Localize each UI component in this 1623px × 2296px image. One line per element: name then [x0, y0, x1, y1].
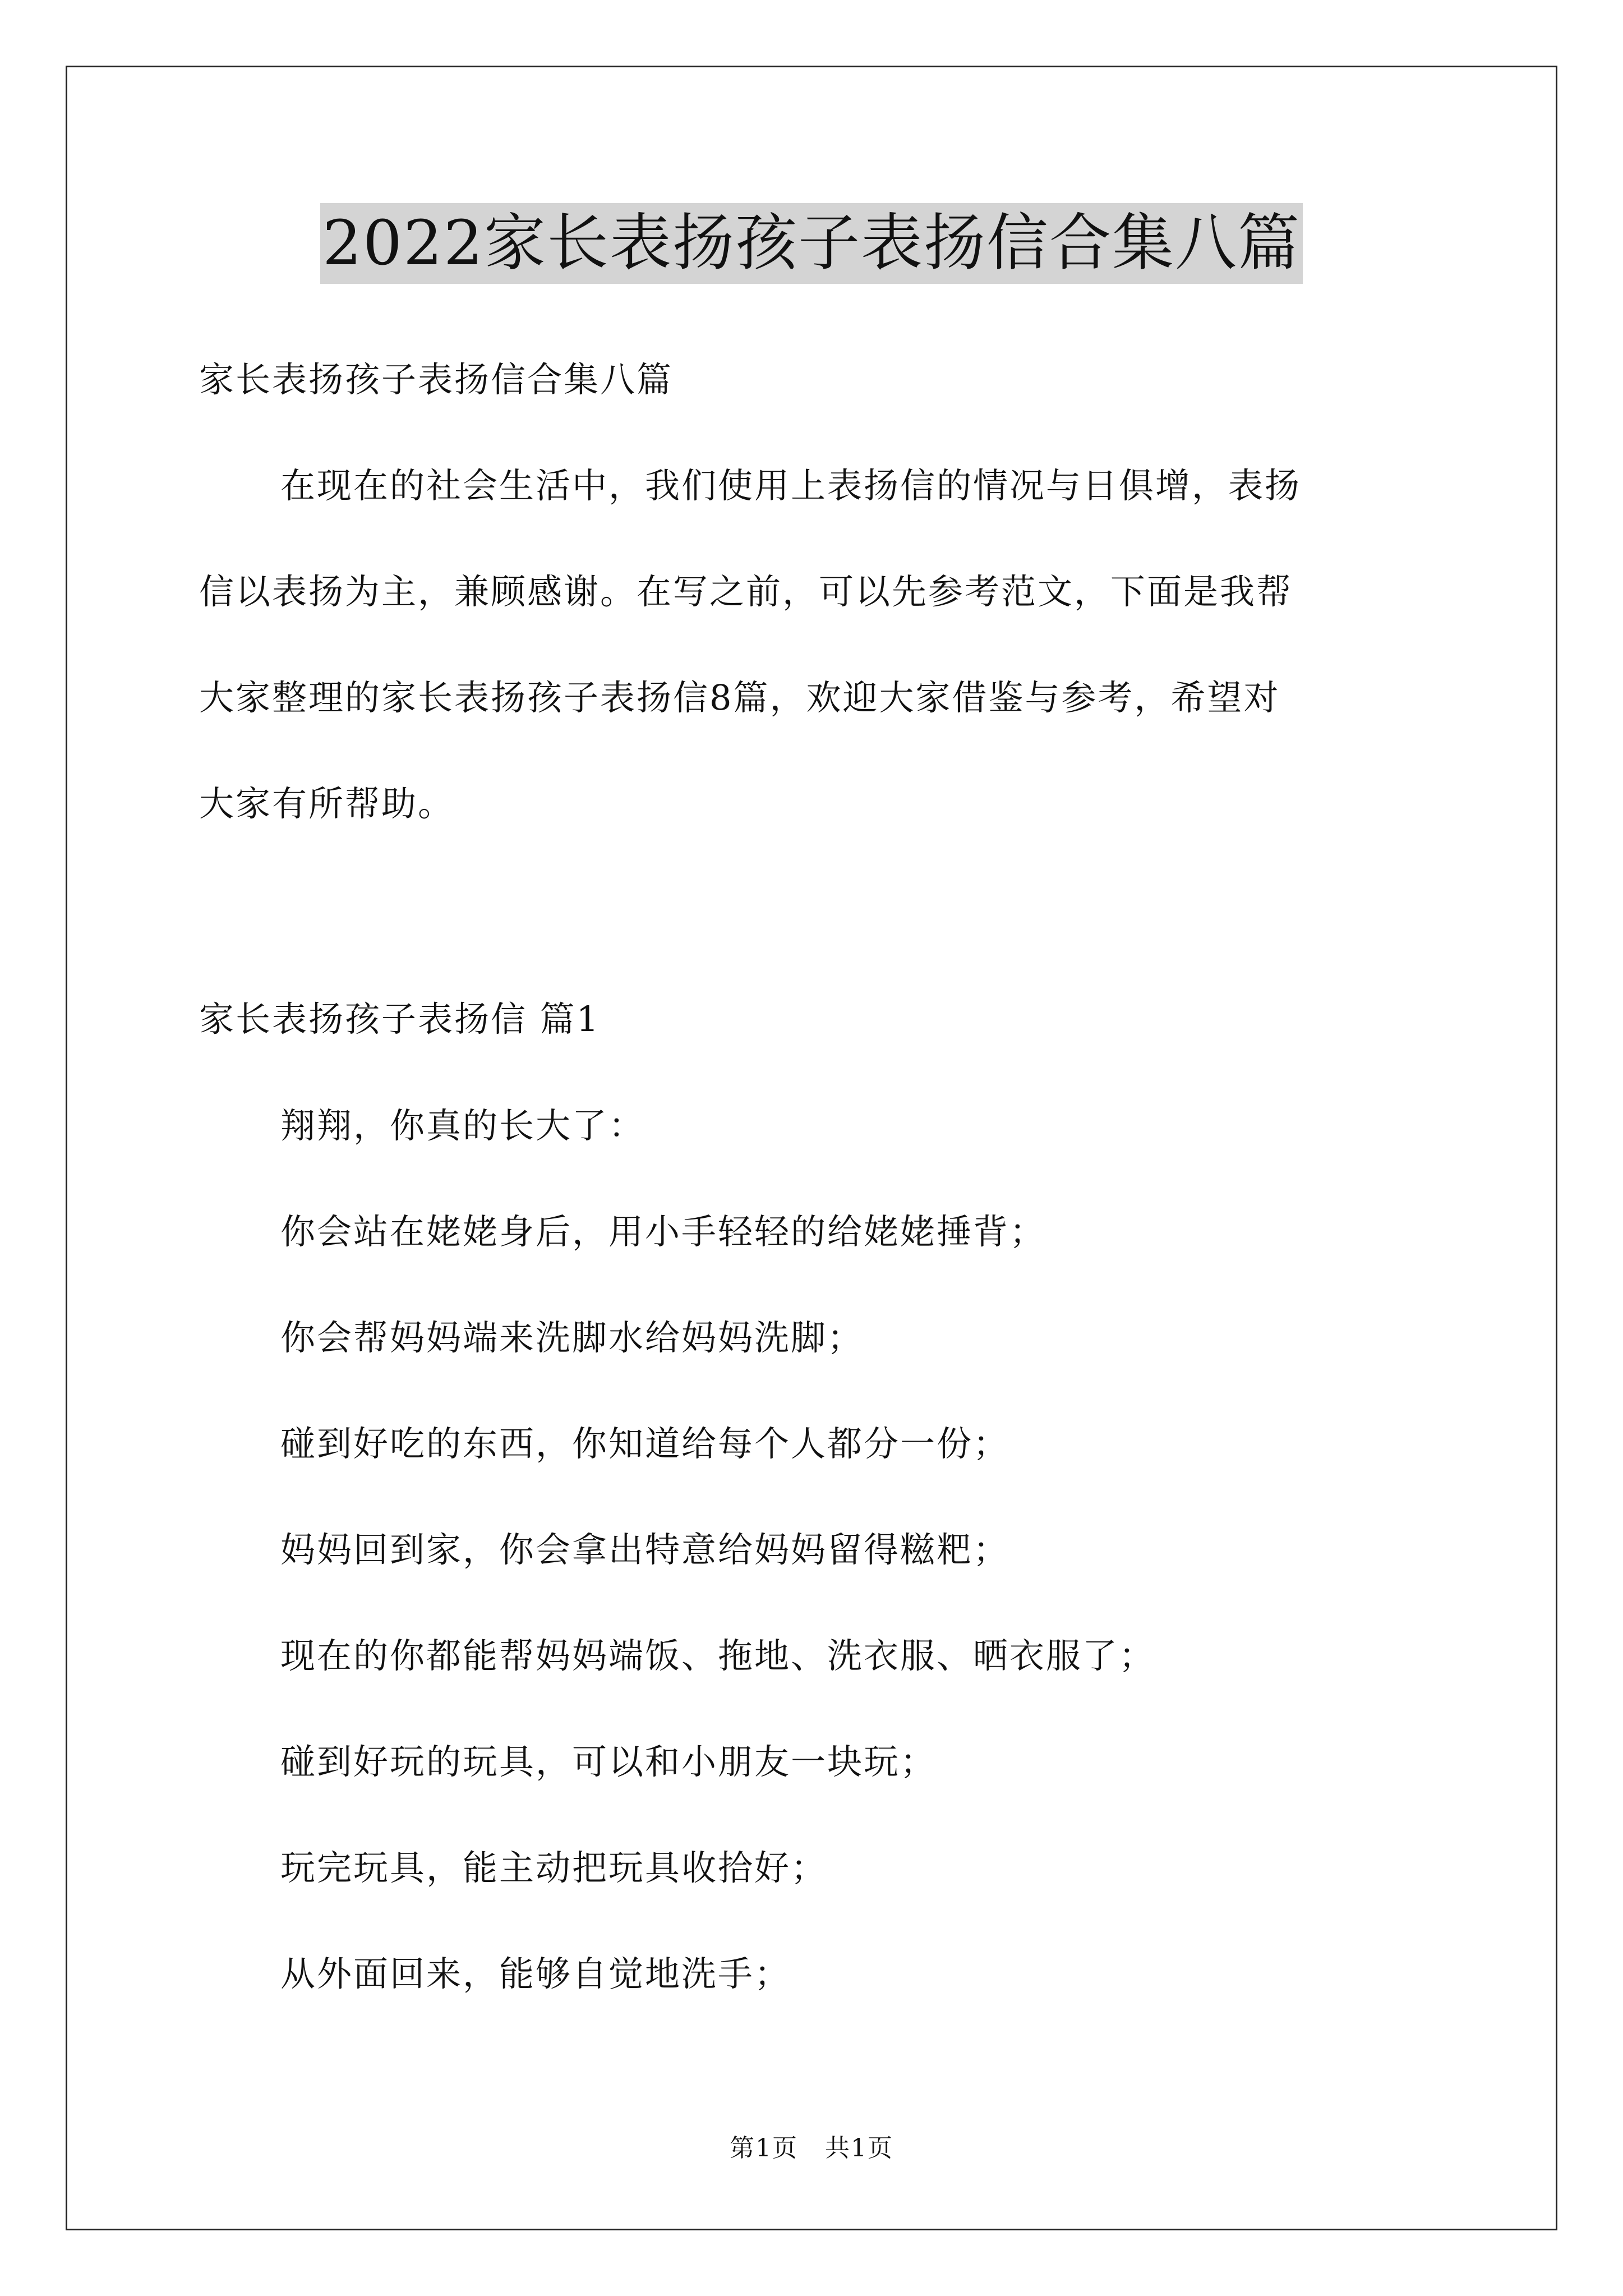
title-container [0, 203, 1623, 284]
body-line-6: 现在的你都能帮妈妈端饭、拖地、洗衣服、晒衣服了； [280, 1635, 1156, 1676]
document-subtitle: 家长表扬孩子表扬信合集八篇 [199, 359, 674, 400]
body-line-5: 妈妈回到家，你会拿出特意给妈妈留得糍粑； [280, 1529, 1010, 1570]
document-title: 2022家长表扬孩子表扬信合集八篇 [320, 203, 1303, 284]
page-footer: 第1页 共1页 [730, 2134, 893, 2162]
intro-line-4: 大家有所帮助。 [199, 783, 455, 824]
body-line-1: 翔翔，你真的长大了： [280, 1105, 645, 1146]
body-line-2: 你会站在姥姥身后，用小手轻轻的给姥姥捶背； [280, 1211, 1046, 1252]
intro-line-3: 大家整理的家长表扬孩子表扬信8篇，欢迎大家借鉴与参考，希望对 [199, 677, 1280, 718]
intro-line-1: 在现在的社会生活中，我们使用上表扬信的情况与日俱增，表扬 [280, 465, 1302, 506]
body-line-8: 玩完玩具，能主动把玩具收拾好； [280, 1847, 828, 1888]
body-line-3: 你会帮妈妈端来洗脚水给妈妈洗脚； [280, 1317, 864, 1358]
body-line-4: 碰到好吃的东西，你知道给每个人都分一份； [280, 1423, 1010, 1464]
section-heading: 家长表扬孩子表扬信 篇1 [199, 999, 601, 1039]
intro-line-2: 信以表扬为主，兼顾感谢。在写之前，可以先参考范文，下面是我帮 [199, 571, 1293, 612]
body-line-9: 从外面回来，能够自觉地洗手； [280, 1953, 791, 1994]
body-line-7: 碰到好玩的玩具，可以和小朋友一块玩； [280, 1741, 937, 1782]
